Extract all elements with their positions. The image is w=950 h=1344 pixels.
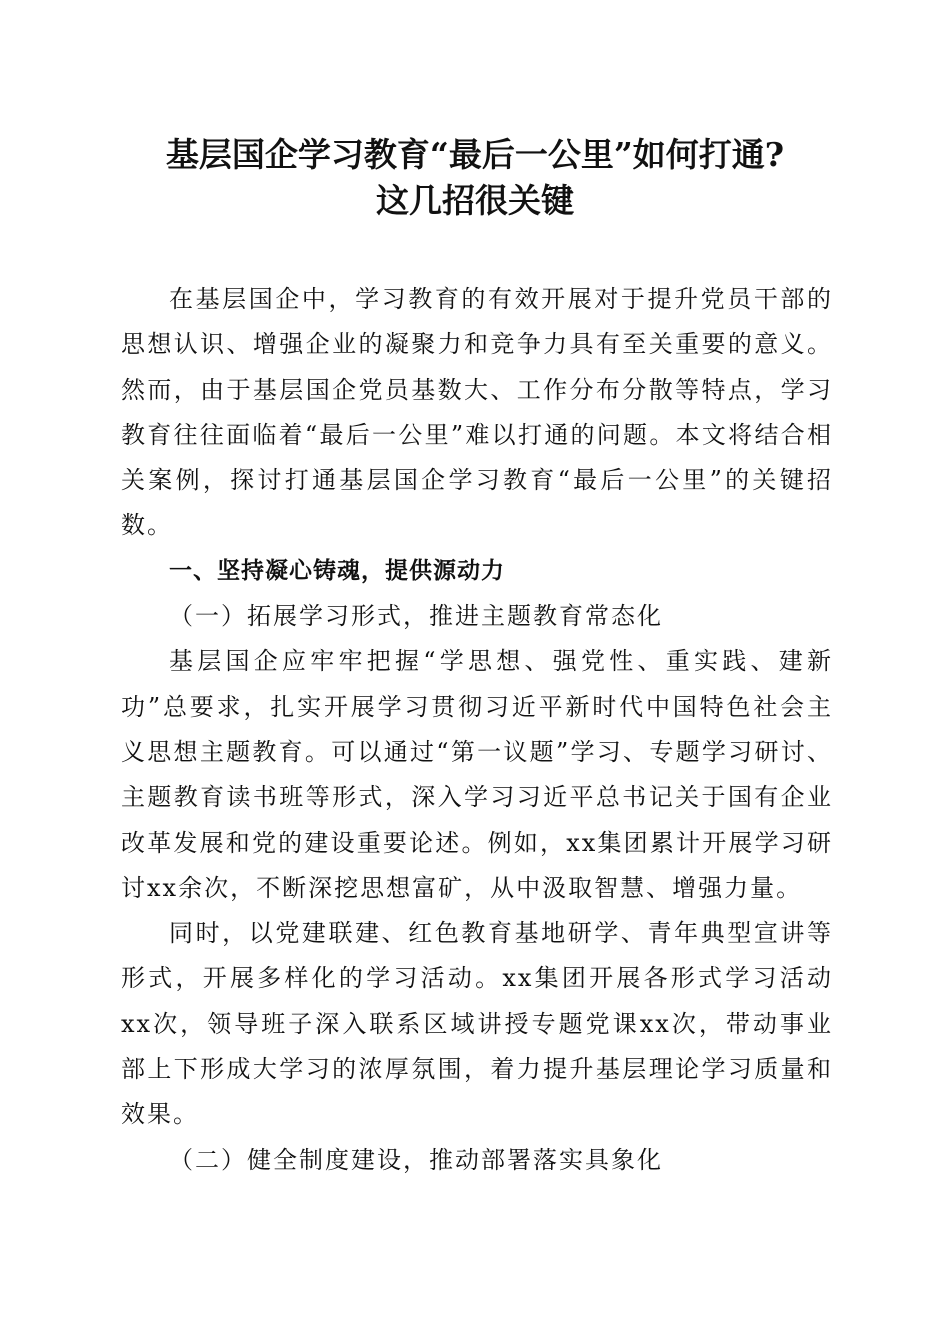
subsection-heading-1-1: （一）拓展学习形式，推进主题教育常态化 [169,602,663,631]
intro-paragraph: 在基层国企中，学习教育的有效开展对于提升党员干部的思想认识、增强企业的凝聚力和竞争力具有至关重要的意义。然而，由于基层国企党员基数大、工作分布分散等特点，学习教育往往面临着“最后一公里”难以打通的问题。本文将结合相关案例，探讨打通基层国企学习教育“最后一公里”的关键招数。 [121,285,833,540]
body-paragraph: 同时，以党建联建、红色教育基地研学、青年典型宣讲等形式，开展多样化的学习活动。xx集团开展各形式学习活动xx次，领导班子深入联系区域讲授专题党课xx次，带动事业部上下形成大学习的浓厚氛围，着力提升基层理论学习质量和效果。 [121,919,833,1129]
section-heading-1: 一、坚持凝心铸魂，提供源动力 [169,557,505,584]
document-title [60,132,890,224]
body-paragraph: 基层国企应牢牢把握“学思想、强党性、重实践、建新功”总要求，扎实开展学习贯彻习近平新时代中国特色社会主义思想主题教育。可以通过“第一议题”学习、专题学习研讨、主题教育读书班等形式，深入学习习近平总书记关于国有企业改革发展和党的建设重要论述。例如，xx集团累计开展学习研讨xx余次，不断深挖思想富矿，从中汲取智慧、增强力量。 [121,647,833,902]
title-line-2: 这几招很关键 [376,181,574,220]
subsection-heading-1-2: （二）健全制度建设，推动部署落实具象化 [169,1145,663,1174]
title-line-1: 基层国企学习教育“最后一公里”如何打通? [165,135,785,174]
document-body [121,277,833,1183]
